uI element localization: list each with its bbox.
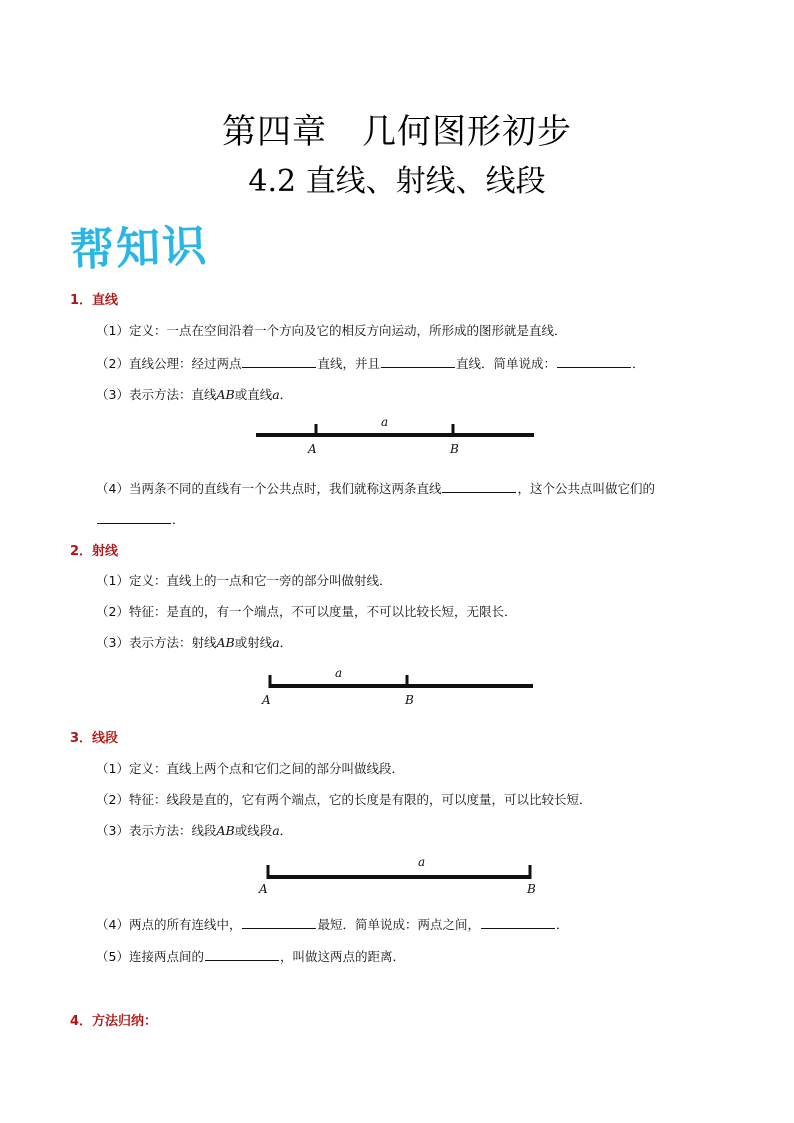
ray-figure <box>250 662 550 712</box>
section-title: 4.2 直线、射线、线段 <box>248 164 546 199</box>
axiom-text-1: （2）直线公理：经过两点 <box>96 356 242 371</box>
notation-text-3: ． <box>279 387 293 402</box>
axiom-text-2: 直线，并且 <box>317 356 380 371</box>
distance-text-2: ，叫做这两点的距离． <box>279 949 405 964</box>
segment-definition: （1）定义：直线上两个点和它们之间的部分叫做线段． <box>96 761 404 776</box>
ray-notation-var-ab: AB <box>216 635 235 650</box>
blank-1[interactable] <box>242 355 316 368</box>
axiom-text-3: 直线．简单说成： <box>455 356 556 371</box>
segment-notation-text-2: 或线段 <box>234 823 273 838</box>
blank-2[interactable] <box>381 355 455 368</box>
blank-4[interactable] <box>442 480 516 493</box>
intersect-text-3: ． <box>172 512 185 527</box>
heading-line: 1．直线 <box>70 293 119 308</box>
segment-feature: （2）特征：线段是直的，它有两个端点，它的长度是有限的，可以度量，可以比较长短． <box>96 792 592 807</box>
ray-label-a-lower: a <box>335 666 343 680</box>
segment-figure <box>250 852 550 902</box>
blank-3[interactable] <box>557 355 631 368</box>
label-a-lower: a <box>381 415 389 429</box>
distance-text-1: （5）连接两点间的 <box>96 949 204 964</box>
axiom-text-4: ． <box>632 356 645 371</box>
heading-segment: 3．线段 <box>70 731 119 746</box>
ray-notation-text-2: 或射线 <box>234 635 273 650</box>
line-figure <box>250 410 550 460</box>
intersect-text-2: ，这个公共点叫做它们的 <box>517 481 655 496</box>
line-definition: （1）定义：一点在空间沿着一个方向及它的相反方向运动，所形成的图形就是直线． <box>96 323 567 338</box>
segment-label-point-b: B <box>527 882 536 896</box>
ray-definition: （1）定义：直线上的一点和它一旁的部分叫做射线． <box>96 573 392 588</box>
intersect-text-1: （4）当两条不同的直线有一个公共点时，我们就称这两条直线 <box>96 481 442 496</box>
line-notation <box>96 385 292 403</box>
segment-label-point-a: A <box>259 882 268 896</box>
ray-notation-var-a: a <box>272 635 280 650</box>
line-axiom <box>96 354 645 372</box>
label-point-a: A <box>308 442 317 456</box>
line-intersect <box>96 479 655 497</box>
chapter-title: 第四章 几何图形初步 <box>222 112 572 152</box>
blank-8[interactable] <box>205 948 279 961</box>
segment-label-a-lower: a <box>418 855 426 869</box>
segment-notation-text-3: ． <box>279 823 293 838</box>
blank-5[interactable] <box>97 511 171 524</box>
shortest-text-1: （4）两点的所有连线中， <box>96 917 242 932</box>
blank-6[interactable] <box>242 916 316 929</box>
segment-distance <box>96 947 405 965</box>
notation-text-1: （3）表示方法：直线 <box>96 387 217 402</box>
heading-ray: 2．射线 <box>70 544 119 559</box>
segment-notation-text-1: （3）表示方法：线段 <box>96 823 217 838</box>
notation-var-ab: AB <box>216 387 235 402</box>
segment-notation-var-a: a <box>272 823 280 838</box>
segment-shortest <box>96 915 569 933</box>
ray-feature: （2）特征：是直的，有一个端点，不可以度量，不可以比较长短，无限长． <box>96 604 517 619</box>
shortest-text-2: 最短．简单说成：两点之间， <box>317 917 480 932</box>
ray-notation-text-1: （3）表示方法：射线 <box>96 635 217 650</box>
ray-label-point-a: A <box>262 693 271 707</box>
notation-text-2: 或直线 <box>234 387 273 402</box>
line-intersect-cont <box>96 510 185 528</box>
shortest-text-3: ． <box>555 917 569 932</box>
blank-7[interactable] <box>481 916 555 929</box>
segment-notation <box>96 821 292 839</box>
notation-var-a: a <box>272 387 280 402</box>
ray-label-point-b: B <box>405 693 414 707</box>
segment-notation-var-ab: AB <box>216 823 235 838</box>
ray-notation <box>96 633 292 651</box>
section-badge: 帮知识 <box>69 220 210 277</box>
label-point-b: B <box>450 442 459 456</box>
heading-method: 4．方法归纳： <box>70 1014 158 1029</box>
ray-notation-text-3: ． <box>279 635 293 650</box>
